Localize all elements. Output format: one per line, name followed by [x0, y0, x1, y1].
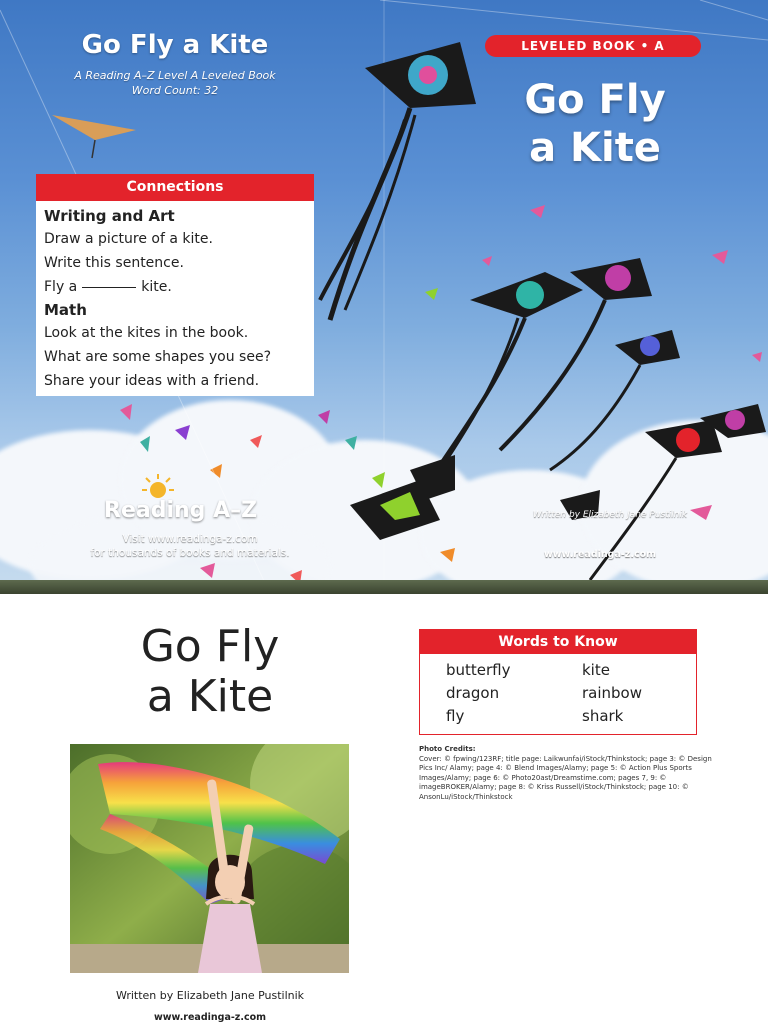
vocab-word: butterfly: [446, 661, 511, 679]
connections-heading-math: Math: [44, 301, 87, 319]
connections-line: Draw a picture of a kite.: [44, 231, 213, 247]
connections-box: [36, 174, 314, 396]
connections-heading-writing: Writing and Art: [44, 207, 175, 225]
connections-line: What are some shapes you see?: [44, 349, 272, 365]
vocab-word: kite: [582, 661, 610, 679]
kite-icon: [350, 455, 600, 540]
visit-line: for thousands of books and materials.: [90, 547, 290, 559]
ground-strip: [0, 580, 768, 594]
connections-line: Share your ideas with a friend.: [44, 373, 260, 389]
title-line: a Kite: [529, 125, 661, 171]
photo-credits: [419, 745, 719, 802]
connections-line-fill-in: [44, 275, 306, 299]
words-to-know-header: Words to Know: [420, 630, 696, 654]
kite-icon: [550, 330, 680, 470]
title-page-url: www.readinga-z.com: [153, 1012, 267, 1023]
delta-kite-icon: [52, 115, 136, 158]
vocab-word: shark: [582, 707, 624, 725]
reading-az-logo: Reading A–Z: [104, 498, 258, 523]
girl-with-rainbow-kite-photo: [70, 744, 349, 973]
title-line: Go Fly: [524, 77, 666, 123]
connections-line: Write this sentence.: [44, 255, 184, 271]
fill-in-suffix: kite.: [141, 279, 172, 295]
word-count: Word Count: 32: [131, 84, 219, 97]
front-cover-author: Written by Elizabeth Jane Pustilnik: [532, 510, 688, 520]
leveled-book-badge: LEVELED BOOK • A: [485, 35, 701, 57]
title-line: Go Fly: [140, 621, 280, 672]
reading-az-sun-icon: [142, 474, 174, 498]
front-cover-title: [460, 76, 730, 172]
title-page-author: Written by Elizabeth Jane Pustilnik: [115, 989, 305, 1002]
front-cover-url: www.readinga-z.com: [543, 549, 657, 560]
book-level-line: A Reading A–Z Level A Leveled Book: [74, 69, 276, 82]
photo-credits-text: Cover: © fpwing/123RF; title page: Laikwunfai/iStock/Thinkstock; page 3: © Design Pics Inc/ Alamy; page 4: © Blend Images/Alamy; page 5: © Action Plus Sports Images/Alamy; page 6: © Photo20ast/Dreamstime.com; pages 7, 9: © imageBROKER/Alamy; page 8: © Kriss Russell/iStock/Thinkstock; page 10: © AnsonLu/iStock/Thinkstock: [419, 754, 712, 801]
connections-header: Connections: [36, 174, 314, 201]
vocab-word: rainbow: [582, 684, 642, 702]
connections-line: Look at the kites in the book.: [44, 325, 249, 341]
words-to-know-box: [419, 629, 697, 735]
back-cover-title: Go Fly a Kite: [81, 30, 269, 60]
visit-website-text: [40, 532, 340, 560]
photo-credits-heading: Photo Credits:: [419, 745, 476, 753]
fill-in-prefix: Fly a: [44, 279, 78, 295]
vocab-word: fly: [446, 707, 465, 725]
visit-line: Visit www.readinga-z.com: [122, 533, 258, 545]
title-line: a Kite: [146, 671, 274, 722]
fill-in-blank: [82, 287, 136, 288]
vocab-word: dragon: [446, 684, 500, 702]
back-cover-subtitle: [0, 68, 350, 98]
title-page-title: [70, 622, 350, 722]
